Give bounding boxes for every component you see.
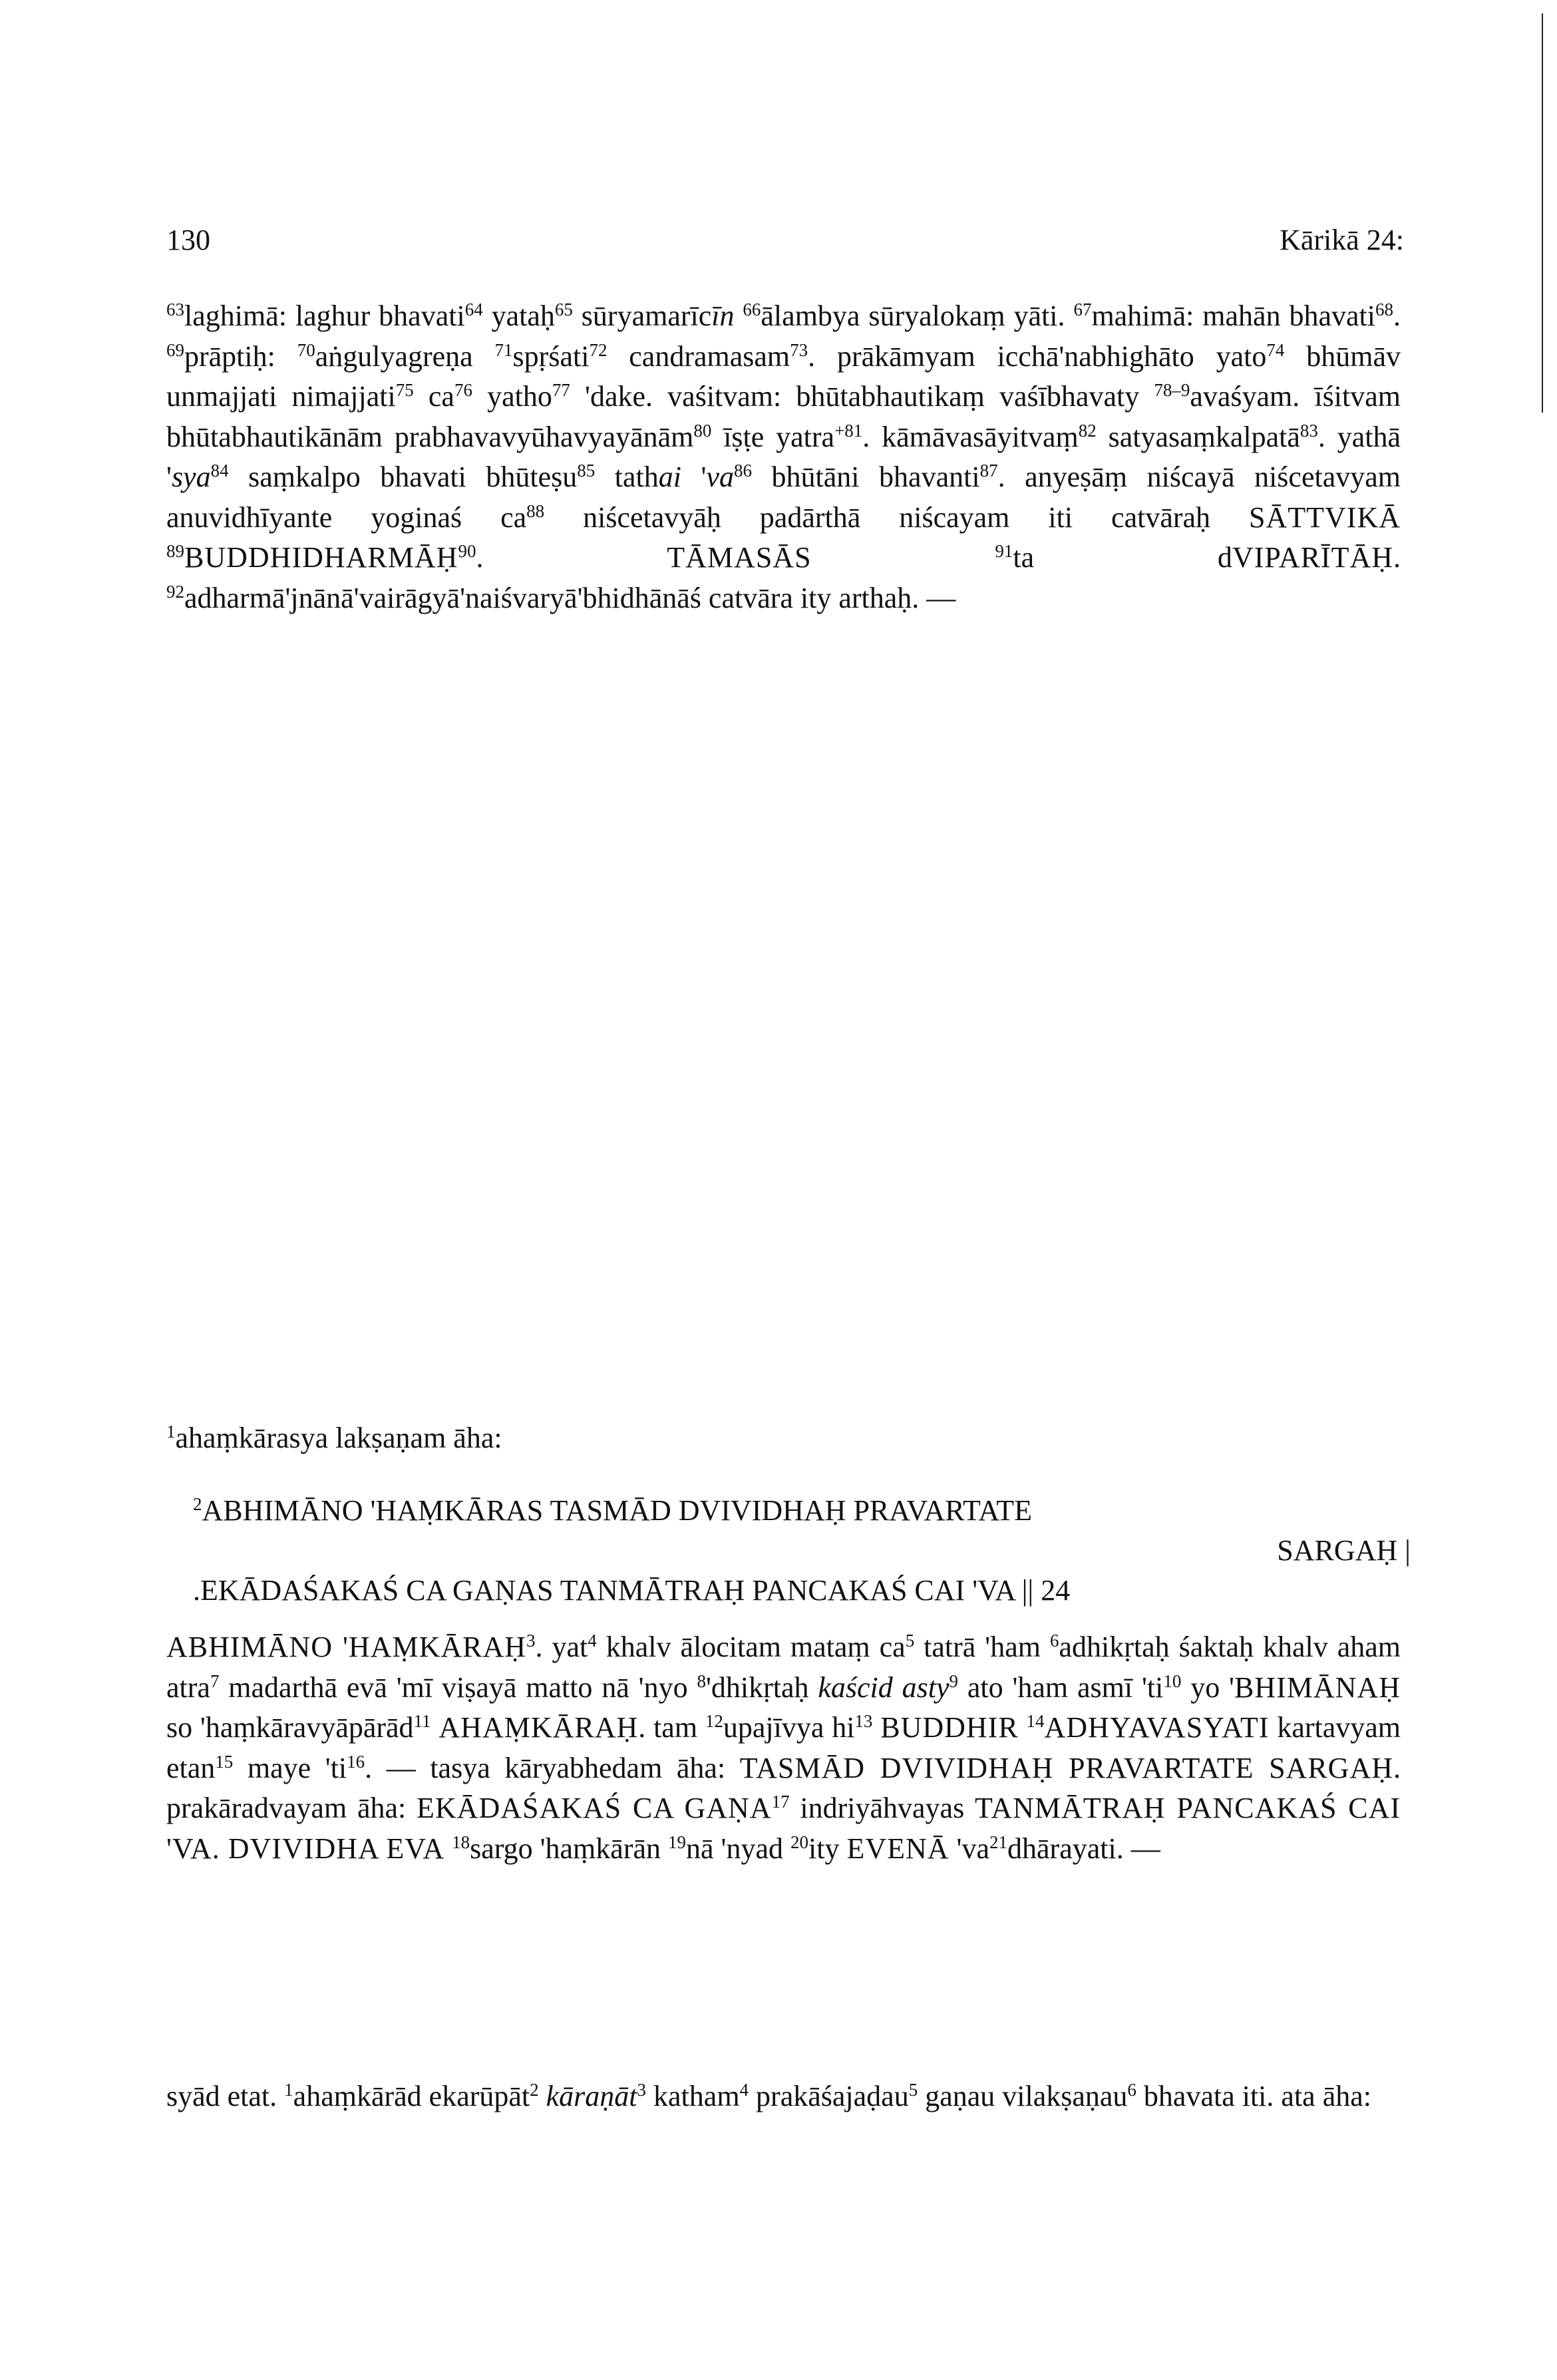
text-run: avaśyam. īśitvam bhūtabhautikānām prabhavavyūhavyayānām: [166, 380, 1401, 453]
karika-verse: [193, 1491, 1411, 1611]
footnote-marker: 1: [284, 2080, 293, 2100]
italic-text: īn: [711, 299, 735, 332]
verse-line-3: .EKĀDAŚAKAŚ CA GAṆAS TANMĀTRAḤ PANCAKAŚ CAI 'VA || 24: [193, 1574, 1071, 1607]
text-run: niścetavyāḥ padārthā niścayam iti catvāraḥ: [544, 500, 1250, 534]
footnote-marker: 19: [668, 1832, 686, 1852]
verse-line-1-text: ABHIMĀNO 'HAṂKĀRAS TASMĀD DVIVIDHAḤ PRAVARTATE: [202, 1494, 1032, 1527]
footnote-marker: 67: [1073, 299, 1092, 319]
footnote-marker: 3: [637, 2080, 647, 2100]
footnote-marker: 4: [588, 1631, 597, 1651]
footnote-marker: 14: [1026, 1711, 1045, 1731]
text-run: saṃkalpo bhavati bhūteṣu: [228, 461, 578, 493]
footnote-marker: 13: [854, 1711, 873, 1731]
footnote-marker: 85: [577, 461, 596, 481]
footnote-marker: 1: [166, 1422, 176, 1442]
text-run: upajīvya hi: [723, 1711, 855, 1744]
footnote-marker: 65: [554, 299, 573, 319]
text-run: [1019, 1711, 1027, 1744]
karika-introduction: [166, 1421, 502, 1455]
text-run: dhārayati. —: [1007, 1832, 1160, 1865]
text-run: indriyāhvayas: [789, 1792, 975, 1824]
footnote-marker: 71: [494, 339, 513, 360]
footnote-marker: 78–9: [1154, 380, 1190, 400]
text-run: . prakāradvayam āha:: [166, 1751, 1401, 1824]
text-run: . yat: [535, 1631, 588, 1663]
footnote-marker: 16: [347, 1751, 365, 1772]
footnote-marker: 75: [395, 380, 414, 400]
footnote-marker: 8: [697, 1671, 706, 1691]
small-caps-text: VIPARĪTĀḤ: [1232, 541, 1393, 574]
text-run: syād etat.: [166, 2080, 285, 2112]
text-run: kartavyam etan: [166, 1711, 1401, 1784]
small-caps-text: SĀTTVIKĀ: [1249, 500, 1401, 534]
text-run: yo ': [1181, 1671, 1234, 1704]
footnote-marker: 91: [995, 541, 1013, 561]
text-run: adhikṛtaḥ śaktaḥ khalv aham atra: [166, 1631, 1401, 1704]
italic-text: kāraṇāt: [546, 2080, 637, 2112]
text-run: [431, 1711, 439, 1744]
small-caps-text: EVENĀ: [846, 1832, 950, 1865]
text-run: so 'haṃkāravyāpārād: [166, 1711, 414, 1744]
text-run: laghimā: laghur bhavati: [184, 299, 465, 332]
small-caps-text: EKĀDAŚAKAŚ CA GAṆA: [417, 1792, 772, 1824]
footnote-marker: 2: [530, 2080, 539, 2100]
italic-text: kaścid asty: [818, 1671, 950, 1704]
footnote-marker: 20: [790, 1832, 808, 1852]
footnote-marker: 82: [1078, 420, 1097, 441]
footnote-marker: 90: [458, 541, 476, 561]
footnote-marker: 3: [526, 1631, 536, 1651]
text-run: aṅgulyagreṇa: [315, 339, 495, 373]
footnote-marker: 63: [166, 299, 184, 319]
text-run: [735, 299, 743, 332]
text-run: bhavata iti. ata āha:: [1136, 2080, 1371, 2112]
footnote-marker: 74: [1266, 339, 1285, 360]
text-run: gaṇau vilakṣaṇau: [918, 2080, 1128, 2112]
small-caps-text: TĀMASĀS: [667, 541, 812, 574]
text-run: . tam: [638, 1711, 705, 1744]
running-header: [166, 223, 1404, 270]
text-run: maye 'ti: [233, 1751, 347, 1784]
text-run: bhūmāv unmajjati nimajjati: [166, 339, 1401, 413]
text-run: ta d: [1013, 541, 1232, 574]
text-run: katham: [646, 2080, 740, 2112]
commentary-paragraph-3: [166, 2077, 1401, 2117]
footnote-marker: 6: [1049, 1631, 1059, 1651]
footnote-marker: 84: [210, 461, 229, 481]
text-run: [539, 2080, 546, 2112]
text-run: khalv ālocitam mataṃ ca: [596, 1631, 906, 1663]
footnote-marker: 80: [693, 420, 712, 441]
verse-footnote-marker: 2: [193, 1494, 202, 1514]
text-run: nā 'nyad: [686, 1832, 790, 1865]
footnote-marker: +81: [834, 420, 863, 441]
text-run: ahaṃkārād ekarūpāt: [293, 2080, 530, 2112]
text-run: mahimā: mahān bhavati: [1091, 299, 1375, 332]
small-caps-text: BUDDHIR: [880, 1711, 1019, 1744]
italic-text: sya: [171, 461, 211, 493]
footnote-marker: 10: [1163, 1671, 1182, 1691]
text-run: tatrā 'ham: [914, 1631, 1050, 1663]
text-run: candramasam: [607, 339, 790, 373]
text-run: .: [1393, 541, 1401, 574]
text-run: . anyeṣāṃ niścayā niścetavyam anuvidhīyante yoginaś ca: [166, 461, 1401, 534]
text-run: .: [1393, 299, 1401, 332]
footnote-marker: 87: [979, 461, 998, 481]
text-run: . yathā ': [166, 420, 1401, 493]
footnote-marker: 12: [705, 1711, 723, 1731]
small-caps-text: BHIMĀNAḤ: [1234, 1671, 1401, 1704]
text-run: 'dake. vaśitvam: bhūtabhautikaṃ vaśībhavaty: [570, 380, 1154, 413]
footnote-marker: 5: [908, 2080, 918, 2100]
text-run: .: [476, 541, 667, 574]
footnote-marker: 77: [552, 380, 570, 400]
text-run: satyasaṃkalpatā: [1096, 420, 1300, 453]
footnote-marker: 66: [743, 299, 761, 319]
footnote-marker: 7: [210, 1671, 220, 1691]
text-run: adharmā'jnānā'vairāgyā'naiśvaryā'bhidhānāś catvāra ity arthaḥ. —: [184, 581, 956, 614]
footnote-marker: 86: [734, 461, 752, 481]
text-run: [872, 1711, 880, 1744]
footnote-marker: 70: [297, 339, 315, 360]
footnote-marker: 72: [589, 339, 607, 360]
text-run: 'va: [949, 1832, 990, 1865]
text-run: bhūtāni bhavanti: [752, 461, 980, 493]
page-number: 130: [166, 224, 210, 256]
small-caps-text: TANMĀTRAḤ PANCAKAŚ CAI 'VA. DVIVIDHA EVA: [166, 1792, 1401, 1865]
footnote-marker: 17: [771, 1792, 790, 1812]
scan-edge-mark: [1541, 0, 1544, 2380]
text-run: spṛśati: [512, 339, 590, 373]
commentary-paragraph-2: [166, 1627, 1401, 1869]
footnote-marker: 64: [464, 299, 483, 319]
text-run: prakāśajaḍau: [749, 2080, 909, 2112]
footnote-marker: 89: [166, 541, 184, 561]
verse-line-1: [193, 1491, 1411, 1531]
italic-text: ai: [658, 461, 681, 493]
footnote-marker: 76: [454, 380, 472, 400]
text-run: [444, 1832, 452, 1865]
text-run: ca: [413, 380, 454, 413]
footnote-marker: 18: [452, 1832, 470, 1852]
footnote-marker: 92: [166, 581, 184, 602]
text-run: prāptiḥ:: [184, 339, 297, 373]
italic-text: va: [706, 461, 734, 493]
footnote-marker: 83: [1299, 420, 1318, 441]
footnote-marker: 4: [739, 2080, 749, 2100]
verse-line-2: SARGAḤ |: [1277, 1534, 1411, 1567]
footnote-marker: 73: [790, 339, 808, 360]
text-run: . kāmāvasāyitvaṃ: [862, 420, 1079, 453]
small-caps-text: BUDDHIDHARMĀḤ: [184, 541, 458, 574]
footnote-marker: 88: [526, 500, 545, 521]
text-run: . — tasya kāryabhedam āha:: [365, 1751, 740, 1784]
footnote-marker: 69: [166, 339, 184, 360]
small-caps-text: AHAṂKĀRAḤ: [438, 1711, 639, 1744]
text-run: yatho: [472, 380, 552, 413]
small-caps-text: ABHIMĀNO 'HAṂKĀRAḤ: [166, 1631, 527, 1663]
footnote-marker: 15: [215, 1751, 234, 1772]
footnote-marker: 9: [949, 1671, 959, 1691]
text-run: madarthā evā 'mī viṣayā matto nā 'nyo: [219, 1671, 697, 1704]
text-run: sargo 'haṃkārān: [470, 1832, 668, 1865]
text-run: tath: [595, 461, 659, 493]
text-run: īṣṭe yatra: [711, 420, 835, 453]
text-run: ahaṃkārasya lakṣaṇam āha:: [175, 1422, 502, 1454]
text-run: 'dhikṛtaḥ: [705, 1671, 818, 1704]
footnote-marker: 68: [1375, 299, 1393, 319]
footnote-marker: 5: [905, 1631, 915, 1651]
text-run: ato 'ham asmī 'ti: [958, 1671, 1164, 1704]
footnote-marker: 21: [989, 1832, 1008, 1852]
text-run: sūryamarīc: [572, 299, 712, 332]
commentary-paragraph-1: [166, 296, 1401, 618]
small-caps-text: TASMĀD DVIVIDHAḤ PRAVARTATE SARGAḤ: [739, 1751, 1393, 1784]
footnote-marker: 6: [1127, 2080, 1136, 2100]
small-caps-text: ADHYAVASYATI: [1044, 1711, 1270, 1744]
footnote-marker: 11: [413, 1711, 431, 1731]
text-run: ālambya sūryalokaṃ yāti.: [761, 299, 1074, 332]
text-run: ': [681, 461, 707, 493]
text-run: . prākāmyam icchā'nabhighāto yato: [808, 339, 1267, 373]
text-run: [812, 541, 995, 574]
text-run: yataḥ: [482, 299, 555, 332]
section-title: Kārikā 24:: [1280, 224, 1404, 256]
text-run: ity: [808, 1832, 847, 1865]
